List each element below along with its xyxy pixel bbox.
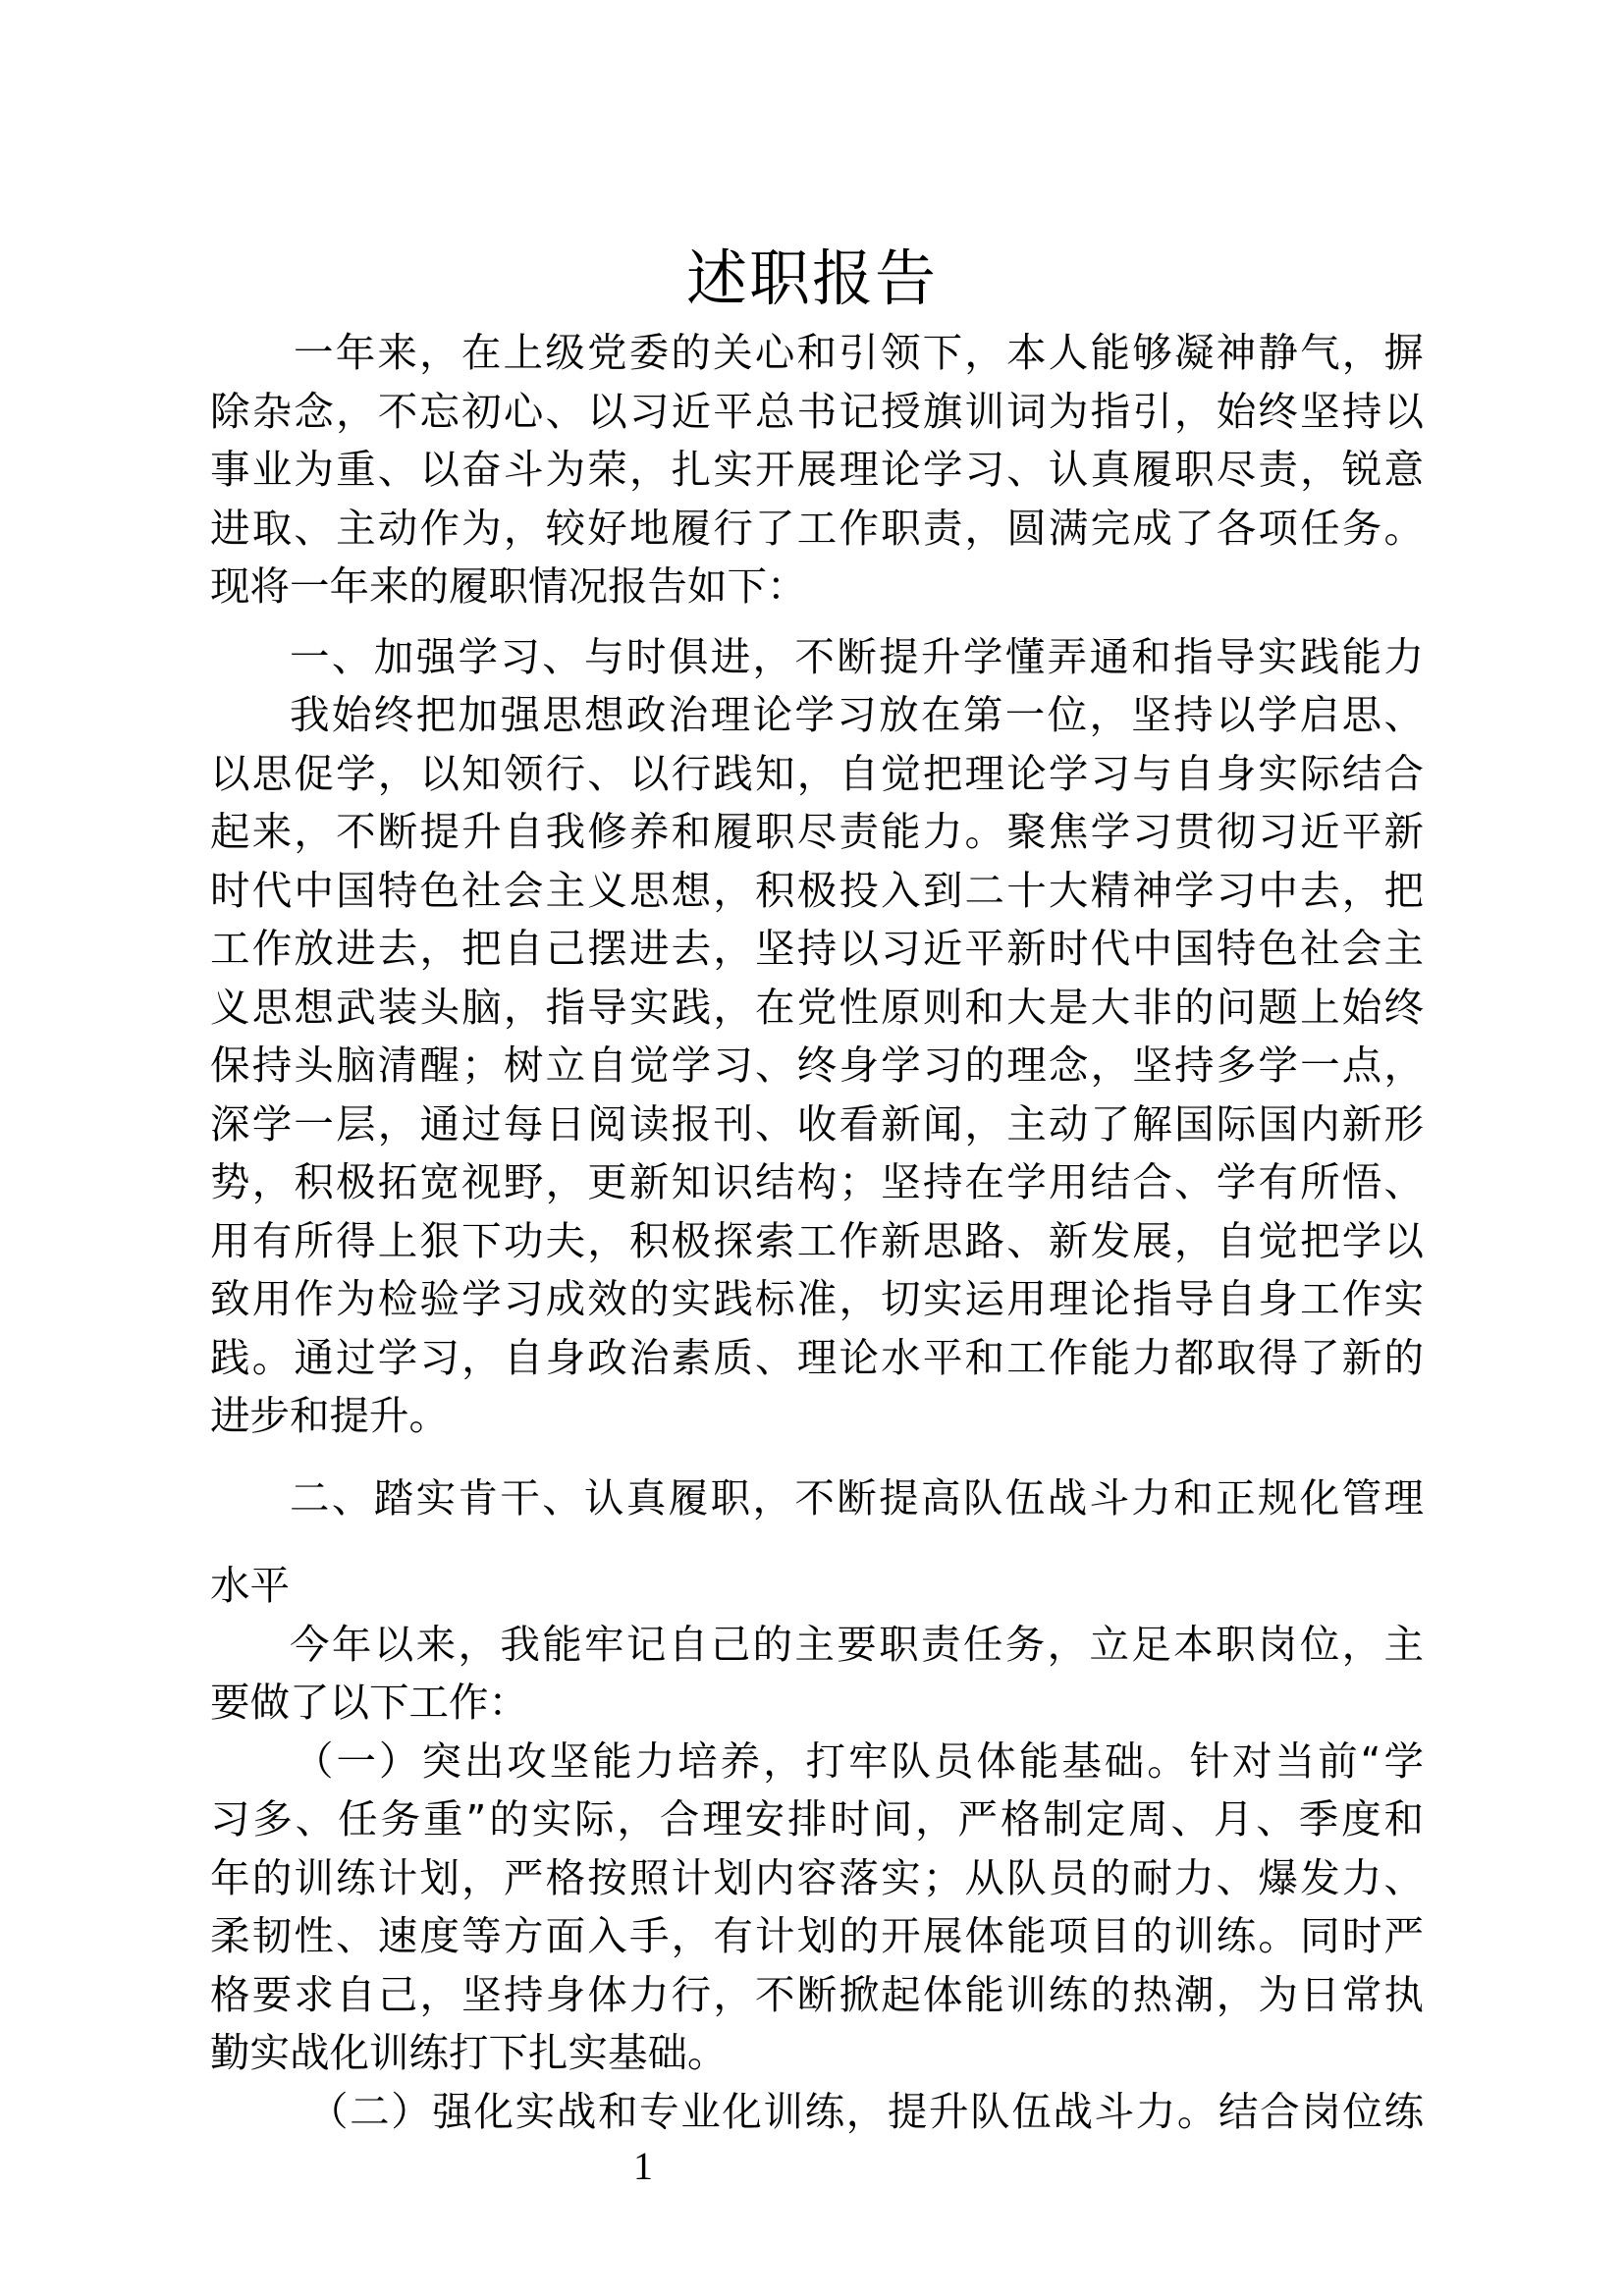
document-body bbox=[210, 324, 1424, 2141]
paragraph-line: 习多、任务重”的实际，合理安排时间，严格制定周、月、季度和 bbox=[210, 1795, 1424, 1842]
document-title: 述职报告 bbox=[685, 242, 938, 314]
paragraph-line: 勤实战化训练打下扎实基础。 bbox=[210, 2029, 728, 2076]
paragraph-line: 格要求自己，坚持身体力行，不断掀起体能训练的热潮，为日常执 bbox=[210, 1970, 1424, 2018]
paragraph-line: 义思想武装头脑，指导实践，在党性原则和大是大非的问题上始终 bbox=[210, 983, 1424, 1031]
paragraph-line: 以思促学，以知领行、以行践知，自觉把理论学习与自身实际结合 bbox=[210, 749, 1424, 797]
section-heading: 一、加强学习、与时俱进，不断提升学懂弄通和指导实践能力 bbox=[290, 632, 1424, 680]
paragraph-line: 现将一年来的履职情况报告如下： bbox=[210, 562, 807, 610]
paragraph-line: 势，积极拓宽视野，更新知识结构；坚持在学用结合、学有所悟、 bbox=[210, 1158, 1424, 1205]
paragraph-line: 年的训练计划，严格按照计划内容落实；从队员的耐力、爆发力、 bbox=[210, 1853, 1424, 1901]
paragraph-line: 起来，不断提升自我修养和履职尽责能力。聚焦学习贯彻习近平新 bbox=[210, 808, 1424, 855]
paragraph-line: 践。通过学习，自身政治素质、理论水平和工作能力都取得了新的 bbox=[210, 1333, 1424, 1381]
paragraph-line: 要做了以下工作： bbox=[210, 1679, 528, 1726]
paragraph-line: （一）突出攻坚能力培养，打牢队员体能基础。针对当前“学 bbox=[294, 1736, 1424, 1785]
paragraph-line: 事业为重、以奋斗为荣，扎实开展理论学习、认真履职尽责，锐意 bbox=[210, 446, 1424, 493]
paragraph-line: 保持头脑清醒；树立自觉学习、终身学习的理念，坚持多学一点， bbox=[210, 1041, 1424, 1089]
paragraph-line: 除杂念，不忘初心、以习近平总书记授旗训词为指引，始终坚持以 bbox=[210, 387, 1424, 435]
paragraph-line: 进取、主动作为，较好地履行了工作职责，圆满完成了各项任务。 bbox=[210, 504, 1424, 552]
paragraph-line: 一年来，在上级党委的关心和引领下，本人能够凝神静气，摒 bbox=[294, 329, 1424, 376]
paragraph-line: 工作放进去，把自己摆进去，坚持以习近平新时代中国特色社会主 bbox=[210, 925, 1424, 972]
paragraph-line: 深学一层，通过每日阅读报刊、收看新闻，主动了解国际国内新形 bbox=[210, 1099, 1424, 1148]
paragraph-line: 用有所得上狠下功夫，积极探索工作新思路、新发展，自觉把学以 bbox=[210, 1216, 1424, 1264]
paragraph-line: 致用作为检验学习成效的实践标准，切实运用理论指导自身工作实 bbox=[210, 1275, 1424, 1322]
section-heading: 二、踏实肯干、认真履职，不断提高队伍战斗力和正规化管理 bbox=[290, 1473, 1424, 1522]
paragraph-line: （二）强化实战和专业化训练，提升队伍战斗力。结合岗位练 bbox=[308, 2087, 1424, 2135]
section-heading: 水平 bbox=[210, 1562, 290, 1609]
paragraph-line: 今年以来，我能牢记自己的主要职责任务，立足本职岗位，主 bbox=[290, 1620, 1424, 1668]
paragraph-line: 我始终把加强思想政治理论学习放在第一位，坚持以学启思、 bbox=[290, 691, 1424, 738]
page-number: 1 bbox=[633, 2144, 653, 2188]
paragraph-line: 进步和提升。 bbox=[210, 1392, 449, 1439]
paragraph-line: 时代中国特色社会主义思想，积极投入到二十大精神学习中去，把 bbox=[210, 866, 1424, 914]
paragraph-line: 柔韧性、速度等方面入手，有计划的开展体能项目的训练。同时严 bbox=[210, 1912, 1424, 1959]
